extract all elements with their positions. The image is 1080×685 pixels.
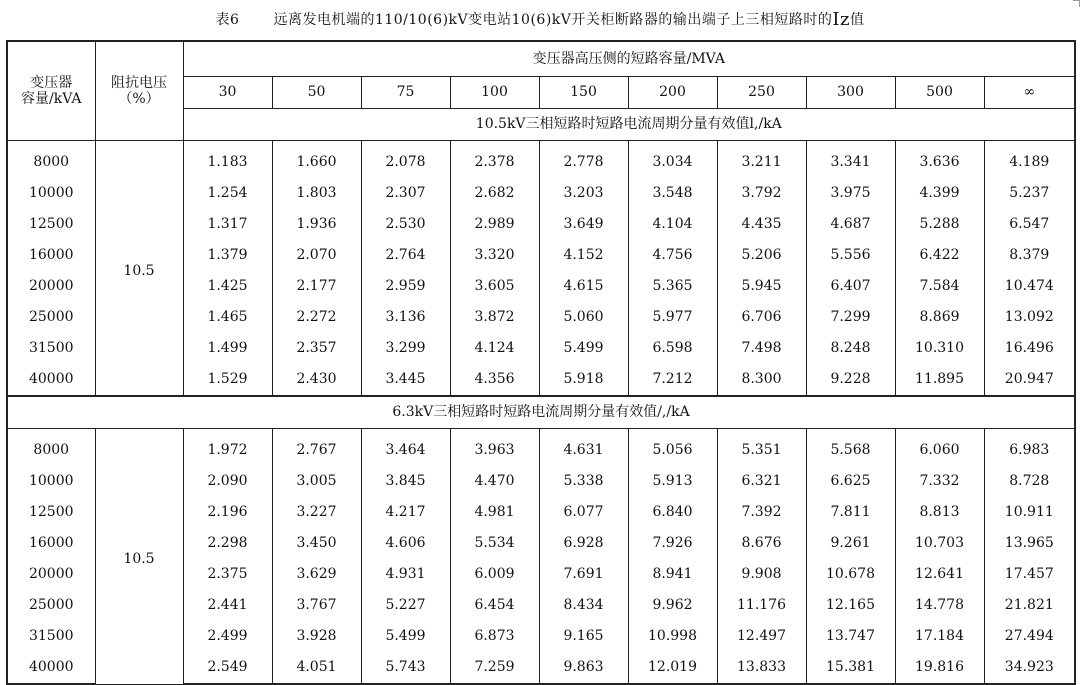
table-title-suffix: 值 xyxy=(849,12,865,28)
current-value-cell: 4.756 xyxy=(628,240,717,271)
current-value-cell: 8.248 xyxy=(806,333,895,364)
current-value-cell: 3.211 xyxy=(717,141,806,179)
current-value-cell: 1.465 xyxy=(183,302,272,333)
transformer-capacity-cell: 20000 xyxy=(7,271,95,302)
current-value-cell: 3.649 xyxy=(539,209,628,240)
current-value-cell: 2.778 xyxy=(539,141,628,179)
current-value-cell: 4.399 xyxy=(895,178,984,209)
current-value-cell: 2.078 xyxy=(361,141,450,179)
current-value-cell: 1.499 xyxy=(183,333,272,364)
current-value-cell: 2.272 xyxy=(272,302,361,333)
current-value-cell: 27.494 xyxy=(984,621,1075,652)
current-value-cell: 15.381 xyxy=(806,652,895,684)
current-value-cell: 4.356 xyxy=(450,364,539,396)
current-value-cell: 6.077 xyxy=(539,497,628,528)
header-short-circuit-capacity: 变压器高压侧的短路容量/MVA xyxy=(183,41,1075,77)
current-value-cell: 2.196 xyxy=(183,497,272,528)
header-capacity-cell: ∞ xyxy=(984,77,1075,109)
current-value-cell: 9.228 xyxy=(806,364,895,396)
current-value-cell: 5.945 xyxy=(717,271,806,302)
current-value-cell: 13.965 xyxy=(984,528,1075,559)
current-value-cell: 2.989 xyxy=(450,209,539,240)
header-capacity-cell: 300 xyxy=(806,77,895,109)
header-capacity-cell: 250 xyxy=(717,77,806,109)
impedance-voltage-cell: 10.5 xyxy=(95,141,183,397)
current-value-cell: 5.365 xyxy=(628,271,717,302)
current-value-cell: 6.873 xyxy=(450,621,539,652)
current-value-cell: 3.203 xyxy=(539,178,628,209)
current-value-cell: 11.895 xyxy=(895,364,984,396)
current-value-cell: 2.378 xyxy=(450,141,539,179)
current-value-cell: 4.051 xyxy=(272,652,361,684)
current-value-cell: 6.407 xyxy=(806,271,895,302)
current-value-cell: 5.534 xyxy=(450,528,539,559)
current-value-cell: 3.450 xyxy=(272,528,361,559)
table-title: 远离发电机端的110/10(6)kV变电站10(6)kV开关柜断路器的输出端子上三相短路时的 xyxy=(273,12,833,28)
current-value-cell: 4.217 xyxy=(361,497,450,528)
current-value-cell: 7.332 xyxy=(895,466,984,497)
current-value-cell: 2.177 xyxy=(272,271,361,302)
current-value-cell: 1.660 xyxy=(272,141,361,179)
transformer-capacity-cell: 12500 xyxy=(7,209,95,240)
header-capacity-cell: 150 xyxy=(539,77,628,109)
current-value-cell: 1.183 xyxy=(183,141,272,179)
current-value-cell: 5.351 xyxy=(717,429,806,467)
current-value-cell: 12.641 xyxy=(895,559,984,590)
current-value-cell: 8.941 xyxy=(628,559,717,590)
current-value-cell: 4.981 xyxy=(450,497,539,528)
current-value-cell: 6.598 xyxy=(628,333,717,364)
current-value-cell: 7.212 xyxy=(628,364,717,396)
table-body xyxy=(7,41,1075,684)
transformer-capacity-cell: 31500 xyxy=(7,333,95,364)
current-value-cell: 3.341 xyxy=(806,141,895,179)
current-value-cell: 3.792 xyxy=(717,178,806,209)
current-value-cell: 5.556 xyxy=(806,240,895,271)
current-value-cell: 1.936 xyxy=(272,209,361,240)
current-value-cell: 3.963 xyxy=(450,429,539,467)
current-value-cell: 7.299 xyxy=(806,302,895,333)
current-value-cell: 17.184 xyxy=(895,621,984,652)
current-value-cell: 5.227 xyxy=(361,590,450,621)
current-value-cell: 1.379 xyxy=(183,240,272,271)
current-value-cell: 2.430 xyxy=(272,364,361,396)
current-value-cell: 6.706 xyxy=(717,302,806,333)
current-value-cell: 3.605 xyxy=(450,271,539,302)
current-value-cell: 1.425 xyxy=(183,271,272,302)
current-value-cell: 2.959 xyxy=(361,271,450,302)
transformer-capacity-cell: 10000 xyxy=(7,178,95,209)
transformer-capacity-cell: 25000 xyxy=(7,590,95,621)
current-value-cell: 5.056 xyxy=(628,429,717,467)
header-capacity-cell: 30 xyxy=(183,77,272,109)
current-value-cell: 3.767 xyxy=(272,590,361,621)
current-value-cell: 4.104 xyxy=(628,209,717,240)
current-value-cell: 4.152 xyxy=(539,240,628,271)
transformer-capacity-cell: 10000 xyxy=(7,466,95,497)
section-label: 6.3kV三相短路时短路电流周期分量有效值/,/kA xyxy=(7,396,1075,429)
current-value-cell: 6.321 xyxy=(717,466,806,497)
table-number: 表6 xyxy=(215,12,240,28)
current-value-cell: 34.923 xyxy=(984,652,1075,684)
current-value-cell: 21.821 xyxy=(984,590,1075,621)
current-value-cell: 14.778 xyxy=(895,590,984,621)
table-row xyxy=(7,429,1075,467)
transformer-capacity-cell: 40000 xyxy=(7,364,95,396)
current-value-cell: 17.457 xyxy=(984,559,1075,590)
current-value-cell: 9.962 xyxy=(628,590,717,621)
current-value-cell: 2.307 xyxy=(361,178,450,209)
header-capacity-cell: 200 xyxy=(628,77,717,109)
current-value-cell: 1.317 xyxy=(183,209,272,240)
current-value-cell: 9.165 xyxy=(539,621,628,652)
current-value-cell: 6.009 xyxy=(450,559,539,590)
transformer-capacity-cell: 25000 xyxy=(7,302,95,333)
transformer-capacity-cell: 12500 xyxy=(7,497,95,528)
header-capacity-cell: 100 xyxy=(450,77,539,109)
current-value-cell: 7.811 xyxy=(806,497,895,528)
transformer-capacity-cell: 40000 xyxy=(7,652,95,684)
current-value-cell: 2.090 xyxy=(183,466,272,497)
current-value-cell: 3.548 xyxy=(628,178,717,209)
current-value-cell: 9.261 xyxy=(806,528,895,559)
current-value-cell: 8.813 xyxy=(895,497,984,528)
current-value-cell: 5.288 xyxy=(895,209,984,240)
current-value-cell: 7.498 xyxy=(717,333,806,364)
current-value-cell: 9.908 xyxy=(717,559,806,590)
table-title-iz: Iz xyxy=(832,8,850,30)
current-value-cell: 7.392 xyxy=(717,497,806,528)
current-value-cell: 4.124 xyxy=(450,333,539,364)
current-value-cell: 7.259 xyxy=(450,652,539,684)
current-value-cell: 10.678 xyxy=(806,559,895,590)
current-value-cell: 3.872 xyxy=(450,302,539,333)
current-value-cell: 3.445 xyxy=(361,364,450,396)
current-value-cell: 1.254 xyxy=(183,178,272,209)
section-label-row xyxy=(7,396,1075,429)
current-value-cell: 13.833 xyxy=(717,652,806,684)
current-value-cell: 2.375 xyxy=(183,559,272,590)
current-value-cell: 7.691 xyxy=(539,559,628,590)
current-value-cell: 1.529 xyxy=(183,364,272,396)
current-value-cell: 12.165 xyxy=(806,590,895,621)
current-value-cell: 2.070 xyxy=(272,240,361,271)
current-value-cell: 6.060 xyxy=(895,429,984,467)
current-value-cell: 8.869 xyxy=(895,302,984,333)
current-value-cell: 2.298 xyxy=(183,528,272,559)
current-value-cell: 2.767 xyxy=(272,429,361,467)
current-value-cell: 5.060 xyxy=(539,302,628,333)
current-value-cell: 16.496 xyxy=(984,333,1075,364)
current-value-cell: 3.136 xyxy=(361,302,450,333)
current-value-cell: 7.584 xyxy=(895,271,984,302)
current-value-cell: 5.338 xyxy=(539,466,628,497)
current-value-cell: 6.625 xyxy=(806,466,895,497)
current-value-cell: 4.470 xyxy=(450,466,539,497)
current-value-cell: 8.300 xyxy=(717,364,806,396)
short-circuit-table xyxy=(6,40,1076,685)
current-value-cell: 4.931 xyxy=(361,559,450,590)
current-value-cell: 1.972 xyxy=(183,429,272,467)
current-value-cell: 10.998 xyxy=(628,621,717,652)
current-value-cell: 10.474 xyxy=(984,271,1075,302)
current-value-cell: 4.615 xyxy=(539,271,628,302)
current-value-cell: 5.237 xyxy=(984,178,1075,209)
current-value-cell: 3.320 xyxy=(450,240,539,271)
current-value-cell: 2.682 xyxy=(450,178,539,209)
current-value-cell: 8.676 xyxy=(717,528,806,559)
current-value-cell: 11.176 xyxy=(717,590,806,621)
current-value-cell: 12.019 xyxy=(628,652,717,684)
current-value-cell: 3.005 xyxy=(272,466,361,497)
current-value-cell: 6.840 xyxy=(628,497,717,528)
current-value-cell: 4.606 xyxy=(361,528,450,559)
current-value-cell: 13.092 xyxy=(984,302,1075,333)
current-value-cell: 5.977 xyxy=(628,302,717,333)
current-value-cell: 4.189 xyxy=(984,141,1075,179)
current-value-cell: 2.441 xyxy=(183,590,272,621)
current-value-cell: 8.728 xyxy=(984,466,1075,497)
current-value-cell: 10.911 xyxy=(984,497,1075,528)
current-value-cell: 3.975 xyxy=(806,178,895,209)
current-value-cell: 3.636 xyxy=(895,141,984,179)
current-value-cell: 10.703 xyxy=(895,528,984,559)
current-value-cell: 13.747 xyxy=(806,621,895,652)
current-value-cell: 3.464 xyxy=(361,429,450,467)
transformer-capacity-cell: 16000 xyxy=(7,240,95,271)
transformer-capacity-cell: 16000 xyxy=(7,528,95,559)
current-value-cell: 8.434 xyxy=(539,590,628,621)
section-label-10kv: 10.5kV三相短路时短路电流周期分量有效值l,/kA xyxy=(183,109,1075,141)
current-value-cell: 9.863 xyxy=(539,652,628,684)
impedance-voltage-cell: 10.5 xyxy=(95,429,183,685)
current-value-cell: 6.928 xyxy=(539,528,628,559)
header-capacity-cell: 75 xyxy=(361,77,450,109)
current-value-cell: 5.499 xyxy=(361,621,450,652)
current-value-cell: 5.499 xyxy=(539,333,628,364)
current-value-cell: 3.227 xyxy=(272,497,361,528)
current-value-cell: 4.631 xyxy=(539,429,628,467)
current-value-cell: 3.299 xyxy=(361,333,450,364)
header-capacity-cell: 500 xyxy=(895,77,984,109)
current-value-cell: 2.764 xyxy=(361,240,450,271)
current-value-cell: 7.926 xyxy=(628,528,717,559)
current-value-cell: 4.687 xyxy=(806,209,895,240)
transformer-capacity-cell: 8000 xyxy=(7,141,95,179)
transformer-capacity-cell: 31500 xyxy=(7,621,95,652)
table-row xyxy=(7,141,1075,179)
current-value-cell: 10.310 xyxy=(895,333,984,364)
header-capacity-cell: 50 xyxy=(272,77,361,109)
current-value-cell: 3.629 xyxy=(272,559,361,590)
transformer-capacity-cell: 8000 xyxy=(7,429,95,467)
current-value-cell: 5.918 xyxy=(539,364,628,396)
current-value-cell: 12.497 xyxy=(717,621,806,652)
current-value-cell: 2.499 xyxy=(183,621,272,652)
current-value-cell: 2.357 xyxy=(272,333,361,364)
current-value-cell: 3.034 xyxy=(628,141,717,179)
current-value-cell: 1.803 xyxy=(272,178,361,209)
current-value-cell: 6.454 xyxy=(450,590,539,621)
current-value-cell: 6.547 xyxy=(984,209,1075,240)
current-value-cell: 2.549 xyxy=(183,652,272,684)
current-value-cell: 4.435 xyxy=(717,209,806,240)
header-impedance-voltage: 阻抗电压 （%） xyxy=(95,41,183,141)
page-corner-mark xyxy=(1073,0,1080,7)
table-caption xyxy=(0,0,1080,38)
current-value-cell: 5.568 xyxy=(806,429,895,467)
current-value-cell: 20.947 xyxy=(984,364,1075,396)
current-value-cell: 6.422 xyxy=(895,240,984,271)
current-value-cell: 2.530 xyxy=(361,209,450,240)
current-value-cell: 19.816 xyxy=(895,652,984,684)
current-value-cell: 8.379 xyxy=(984,240,1075,271)
current-value-cell: 3.928 xyxy=(272,621,361,652)
transformer-capacity-cell: 20000 xyxy=(7,559,95,590)
current-value-cell: 3.845 xyxy=(361,466,450,497)
current-value-cell: 5.743 xyxy=(361,652,450,684)
header-transformer-capacity: 变压器 容量/kVA xyxy=(7,41,95,141)
current-value-cell: 5.913 xyxy=(628,466,717,497)
current-value-cell: 5.206 xyxy=(717,240,806,271)
current-value-cell: 6.983 xyxy=(984,429,1075,467)
